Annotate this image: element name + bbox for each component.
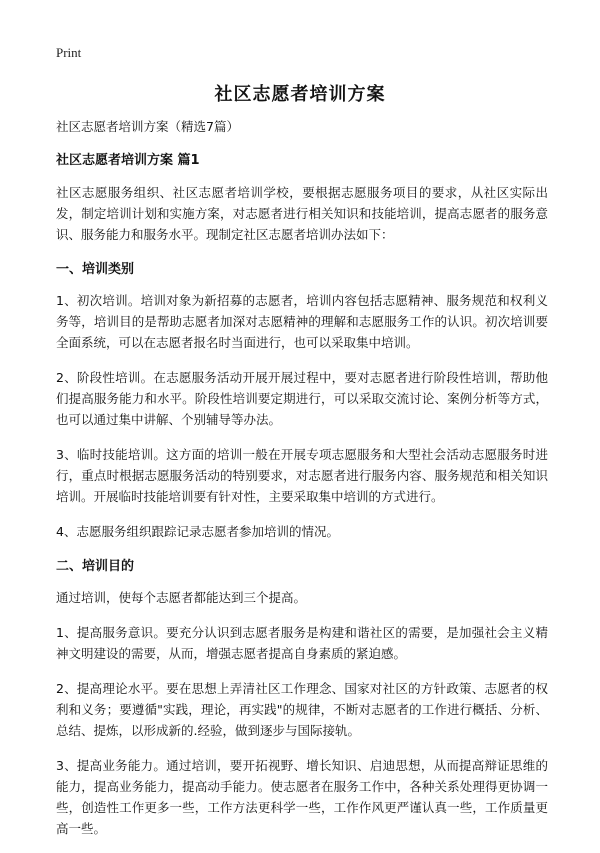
paragraph-theory-level: 2、提高理论水平。要在思想上弄清社区工作理念、国家对社区的方针政策、志愿者的权利和义务；要遵循"实践，理论，再实践"的规律，不断对志愿者的工作进行概括、分析、总结、提炼，以形成新的.经验，做到逐步与国际接轨。 (56, 681, 548, 738)
document-body (56, 116, 548, 853)
section-heading-training-types: 一、培训类别 (56, 262, 135, 277)
paragraph-temporary-skill-training: 3、临时技能培训。这方面的培训一般在开展专项志愿服务和大型社会活动志愿服务时进行，重点时根据志愿服务活动的特别要求，对志愿者进行服务内容、服务规范和相关知识培训。开展临时技能培训要有针对性，主要采取集中培训的方式进行。 (56, 447, 548, 504)
print-link[interactable]: Print (56, 45, 82, 60)
paragraph-business-ability: 3、提高业务能力。通过培训，要开拓视野、增长知识、启迪思想，从而提高辩证思维的能力，提高业务能力，提高动手能力。使志愿者在服务工作中，各种关系处理得更协调一些，创造性工作更多一些，工作方法更科学一些，工作作风更严谨认真一些，工作质量更高一些。 (56, 758, 548, 836)
paragraph-goals-intro: 通过培训，使每个志愿者都能达到三个提高。 (56, 590, 307, 605)
paragraph-training-records: 4、志愿服务组织跟踪记录志愿者参加培训的情况。 (56, 524, 339, 539)
paragraph-stage-training: 2、阶段性培训。在志愿服务活动开展开展过程中，要对志愿者进行阶段性培训，帮助他们提高服务能力和水平。阶段性培训要定期进行，可以采取交流讨论、案例分析等方式，也可以通过集中讲解、个别辅导等办法。 (56, 370, 548, 427)
section-heading-training-goals: 二、培训目的 (56, 559, 135, 574)
chapter-title: 社区志愿者培训方案 篇1 (56, 153, 200, 168)
paragraph-initial-training: 1、初次培训。培训对象为新招募的志愿者，培训内容包括志愿精神、服务规范和权利义务等，培训目的是帮助志愿者加深对志愿精神的理解和志愿服务工作的认识。初次培训要全面系统，可以在志愿者报名时当面进行，也可以采取集中培训。 (56, 293, 548, 350)
intro-paragraph: 社区志愿服务组织、社区志愿者培训学校，要根据志愿服务项目的要求，从社区实际出发，制定培训计划和实施方案，对志愿者进行相关知识和技能培训，提高志愿者的服务意识、服务能力和服务水平。现制定社区志愿者培训办法如下： (56, 185, 548, 242)
page-title: 社区志愿者培训方案 (214, 84, 386, 105)
paragraph-service-awareness: 1、提高服务意识。要充分认识到志愿者服务是构建和谐社区的需要，是加强社会主义精神文明建设的需要，从而，增强志愿者提高自身素质的紧迫感。 (56, 625, 548, 661)
document-subtitle: 社区志愿者培训方案（精选7篇） (56, 119, 239, 134)
